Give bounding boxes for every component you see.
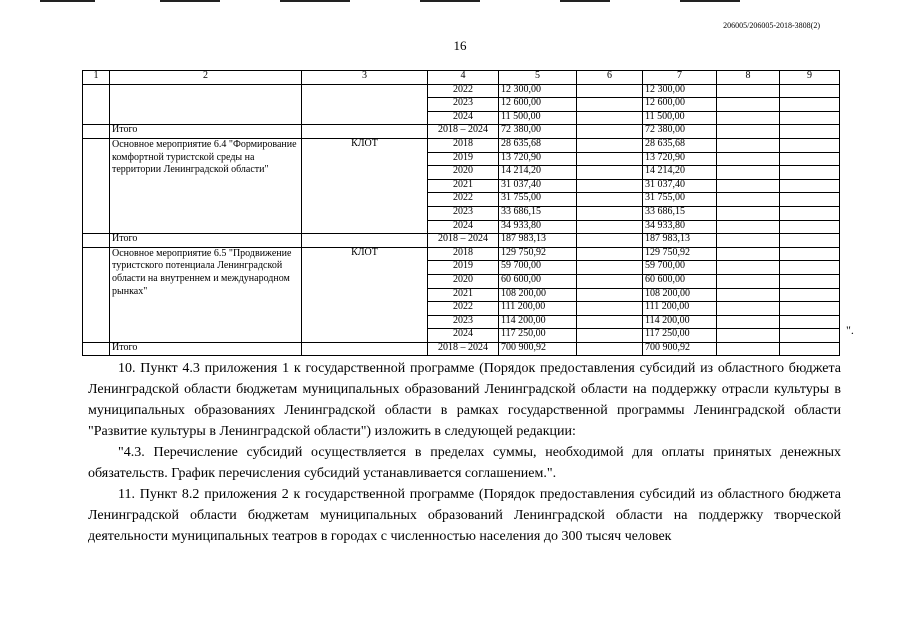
period-cell: 2018 – 2024 bbox=[428, 342, 499, 356]
column-header: 5 bbox=[499, 71, 577, 85]
body-text bbox=[88, 358, 841, 547]
column-header: 3 bbox=[302, 71, 428, 85]
amount-cell: 33 686,15 bbox=[643, 206, 717, 220]
year-cell: 2024 bbox=[428, 111, 499, 125]
year-cell: 2019 bbox=[428, 152, 499, 166]
page-number: 16 bbox=[453, 38, 467, 53]
table-row bbox=[83, 138, 840, 152]
column-header: 2 bbox=[110, 71, 302, 85]
total-label: Итого bbox=[110, 125, 302, 139]
paragraph-4-3-quote: "4.3. Перечисление субсидий осуществляется в пределах суммы, необходимой для оплаты принятых денежных обязательств. График перечисления субсидий устанавливается соглашением.". bbox=[88, 445, 841, 481]
amount-cell: 12 600,00 bbox=[643, 98, 717, 112]
amount-cell: 31 755,00 bbox=[643, 193, 717, 207]
amount-cell: 187 983,13 bbox=[643, 234, 717, 248]
year-cell: 2024 bbox=[428, 329, 499, 343]
amount-cell: 59 700,00 bbox=[499, 261, 577, 275]
document-id: 206005/206005-2018-3808(2) bbox=[723, 21, 820, 30]
amount-cell: 34 933,80 bbox=[643, 220, 717, 234]
amount-cell: 13 720,90 bbox=[643, 152, 717, 166]
measure-name-6-4: Основное мероприятие 6.4 "Формирование комфортной туристской среды на территории Ленинградской области" bbox=[110, 138, 302, 233]
amount-cell: 28 635,68 bbox=[499, 138, 577, 152]
amount-cell: 108 200,00 bbox=[499, 288, 577, 302]
amount-cell: 31 037,40 bbox=[643, 179, 717, 193]
executor-cell: КЛОТ bbox=[302, 138, 428, 233]
amount-cell: 187 983,13 bbox=[499, 234, 577, 248]
amount-cell: 117 250,00 bbox=[643, 329, 717, 343]
measure-name-6-5: Основное мероприятие 6.5 "Продвижение туристского потенциала Ленинградской области на внутреннем и международном рынках" bbox=[110, 247, 302, 342]
amount-cell: 72 380,00 bbox=[643, 125, 717, 139]
amount-cell: 114 200,00 bbox=[643, 315, 717, 329]
period-cell: 2018 – 2024 bbox=[428, 125, 499, 139]
amount-cell: 700 900,92 bbox=[643, 342, 717, 356]
year-cell: 2022 bbox=[428, 302, 499, 316]
year-cell: 2020 bbox=[428, 274, 499, 288]
amount-cell: 60 600,00 bbox=[643, 274, 717, 288]
table-header-row bbox=[83, 71, 840, 85]
year-cell: 2020 bbox=[428, 166, 499, 180]
amount-cell: 117 250,00 bbox=[499, 329, 577, 343]
table-row bbox=[83, 84, 840, 98]
column-header: 6 bbox=[577, 71, 643, 85]
amount-cell: 700 900,92 bbox=[499, 342, 577, 356]
column-header: 7 bbox=[643, 71, 717, 85]
amount-cell: 111 200,00 bbox=[643, 302, 717, 316]
amount-cell: 28 635,68 bbox=[643, 138, 717, 152]
year-cell: 2021 bbox=[428, 179, 499, 193]
amount-cell: 60 600,00 bbox=[499, 274, 577, 288]
year-cell: 2024 bbox=[428, 220, 499, 234]
column-header: 1 bbox=[83, 71, 110, 85]
funding-table bbox=[82, 70, 840, 356]
column-header: 4 bbox=[428, 71, 499, 85]
year-cell: 2023 bbox=[428, 206, 499, 220]
amount-cell: 12 600,00 bbox=[499, 98, 577, 112]
amount-cell: 114 200,00 bbox=[499, 315, 577, 329]
amount-cell: 31 755,00 bbox=[499, 193, 577, 207]
amount-cell: 12 300,00 bbox=[643, 84, 717, 98]
amount-cell: 13 720,90 bbox=[499, 152, 577, 166]
amount-cell: 108 200,00 bbox=[643, 288, 717, 302]
amount-cell: 33 686,15 bbox=[499, 206, 577, 220]
year-cell: 2019 bbox=[428, 261, 499, 275]
total-row bbox=[83, 342, 840, 356]
amount-cell: 129 750,92 bbox=[499, 247, 577, 261]
year-cell: 2023 bbox=[428, 315, 499, 329]
amount-cell: 12 300,00 bbox=[499, 84, 577, 98]
amount-cell: 14 214,20 bbox=[499, 166, 577, 180]
executor-cell: КЛОТ bbox=[302, 247, 428, 342]
paragraph-11: 11. Пункт 8.2 приложения 2 к государственной программе (Порядок предоставления субсидий из областного бюджета Ленинградской области бюджетам муниципальных образований Ленинградской области на поддержку творческой деятельности муниципальных театров в городах с численностью населения до 300 тысяч человек bbox=[88, 487, 841, 544]
year-cell: 2022 bbox=[428, 193, 499, 207]
period-cell: 2018 – 2024 bbox=[428, 234, 499, 248]
amount-cell: 31 037,40 bbox=[499, 179, 577, 193]
amount-cell: 11 500,00 bbox=[499, 111, 577, 125]
paragraph-10: 10. Пункт 4.3 приложения 1 к государственной программе (Порядок предоставления субсидий из областного бюджета Ленинградской области бюджетам муниципальных образований Ленинградской области на поддержку отрасли культуры в муниципальных образованиях Ленинградской области в рамках государственной программы Ленинградской области "Развитие культуры в Ленинградской области") изложить в следующей редакции: bbox=[88, 361, 841, 439]
closing-quote-mark: ". bbox=[846, 323, 854, 337]
year-cell: 2018 bbox=[428, 138, 499, 152]
year-cell: 2023 bbox=[428, 98, 499, 112]
table-row bbox=[83, 247, 840, 261]
column-header: 8 bbox=[717, 71, 780, 85]
column-header: 9 bbox=[780, 71, 840, 85]
year-cell: 2018 bbox=[428, 247, 499, 261]
scan-top-edge bbox=[0, 0, 905, 4]
amount-cell: 129 750,92 bbox=[643, 247, 717, 261]
year-cell: 2022 bbox=[428, 84, 499, 98]
amount-cell: 59 700,00 bbox=[643, 261, 717, 275]
amount-cell: 72 380,00 bbox=[499, 125, 577, 139]
amount-cell: 34 933,80 bbox=[499, 220, 577, 234]
total-label: Итого bbox=[110, 342, 302, 356]
amount-cell: 14 214,20 bbox=[643, 166, 717, 180]
total-row bbox=[83, 234, 840, 248]
amount-cell: 11 500,00 bbox=[643, 111, 717, 125]
total-row bbox=[83, 125, 840, 139]
total-label: Итого bbox=[110, 234, 302, 248]
amount-cell: 111 200,00 bbox=[499, 302, 577, 316]
year-cell: 2021 bbox=[428, 288, 499, 302]
